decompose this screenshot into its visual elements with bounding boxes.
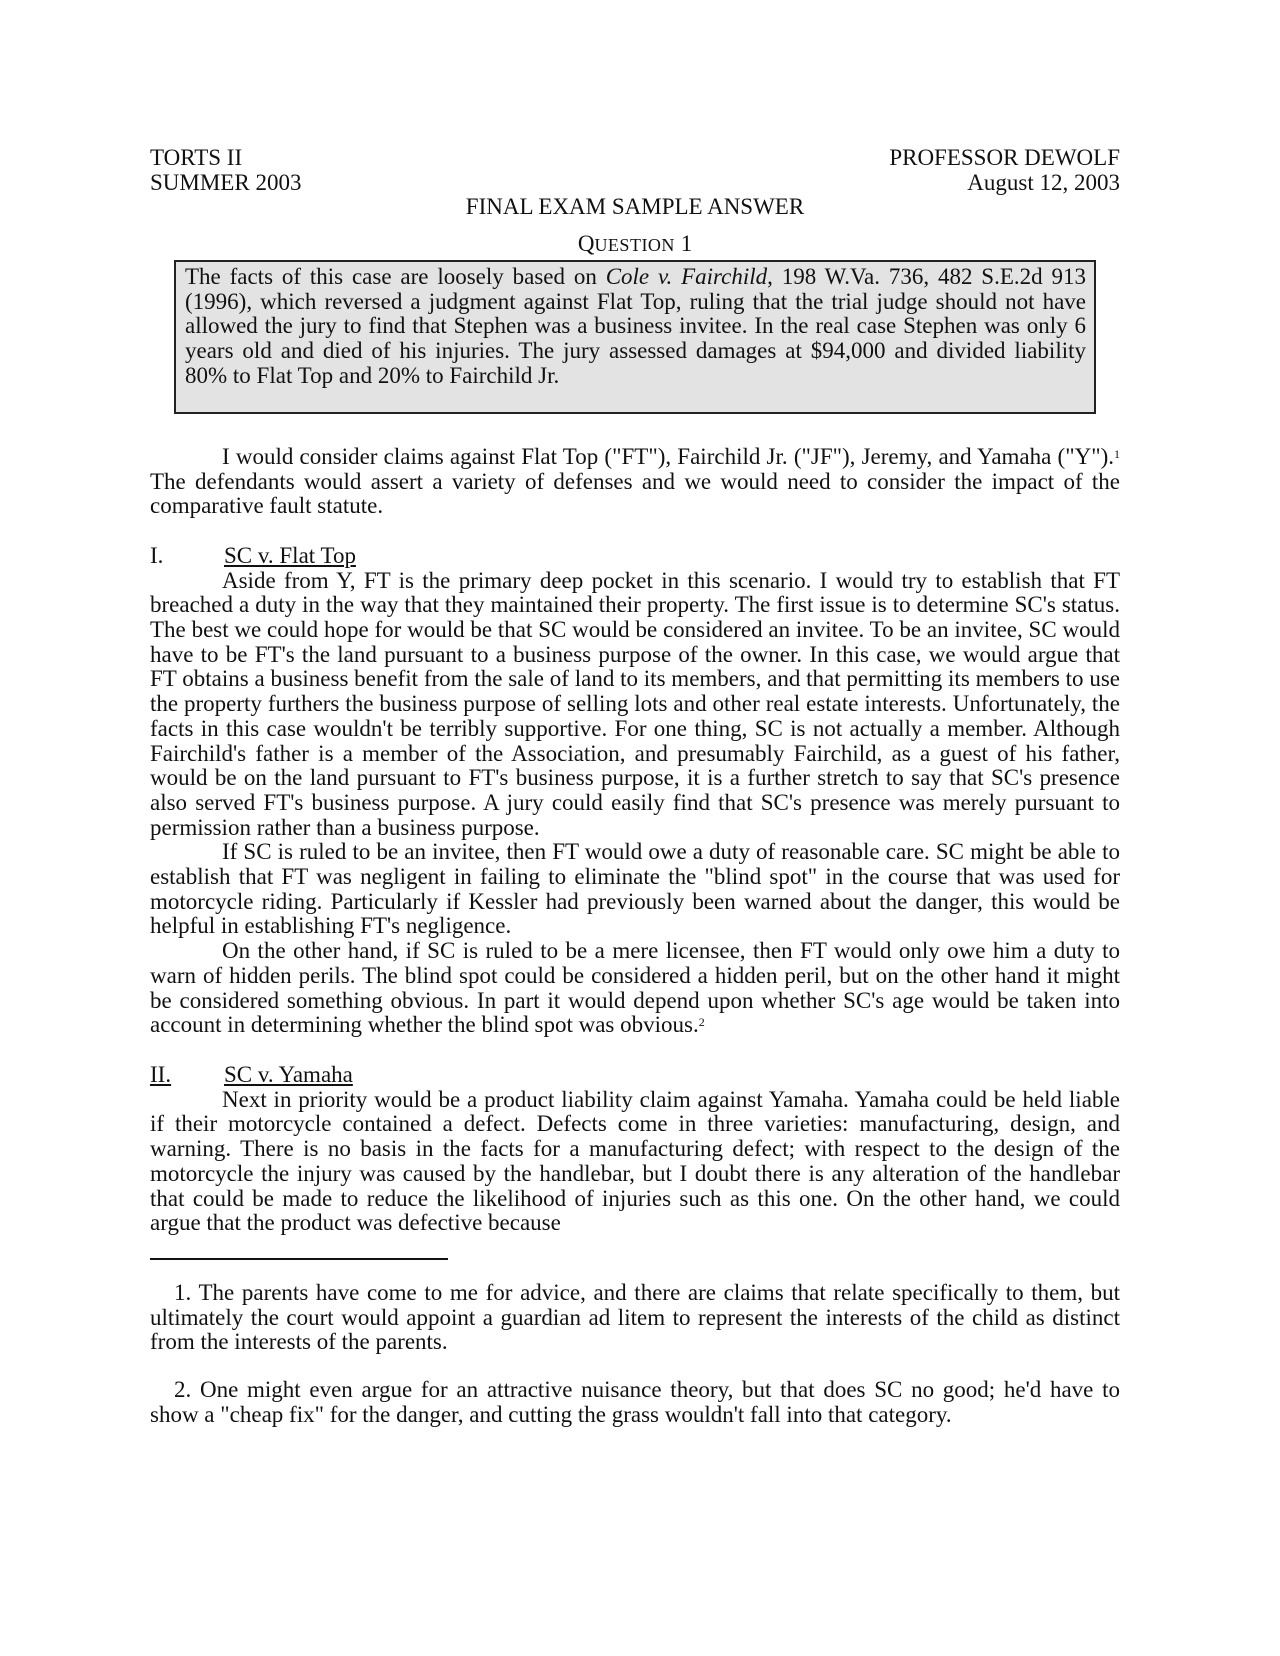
intro-paragraph	[150, 445, 1120, 519]
footnote-ref-2: 2	[698, 1015, 705, 1030]
footnote-1-number: 1.	[174, 1279, 192, 1305]
note-text-a: The facts of this case are loosely based on	[185, 263, 606, 289]
question-first-letter: Q	[577, 231, 595, 257]
professor-name: PROFESSOR DEWOLF	[889, 145, 1120, 170]
course-name: TORTS II	[150, 145, 243, 170]
footnote-2-text: One might even argue for an attractive nuisance theory, but that does SC no good; he'd have to show a "cheap fix" for the danger, and cutting the grass wouldn't fall into that category.	[150, 1377, 1120, 1427]
section1-paragraph-3-text: On the other hand, if SC is ruled to be a mere licensee, then FT would only owe him a duty to warn of hidden perils. The blind spot could be considered a hidden peril, but on the other hand it might be considered something obvious. In part it would depend upon whether SC's age would be taken into account in determining whether the blind spot was obvious.	[150, 938, 1120, 1038]
question-heading	[150, 232, 1120, 258]
footnote-divider	[150, 1258, 448, 1260]
footnote-2-number: 2.	[174, 1377, 192, 1403]
section1-paragraph-2: If SC is ruled to be an invitee, then FT would owe a duty of reasonable care. SC might be able to establish that FT was negligent in failing to eliminate the "blind spot" in the course that was used for motorcycle riding. Particularly if Kessler had previously been warned about the danger, this would be helpful in establishing FT's negligence.	[150, 839, 1120, 939]
section1-paragraph-3	[150, 939, 1120, 1038]
exam-date: August 12, 2003	[967, 169, 1120, 195]
footnote-1	[150, 1281, 1120, 1355]
section2-paragraph-1: Next in priority would be a product liability claim against Yamaha. Yamaha could be held liable if their motorcycle contained a defect. Defects come in three varieties: manufacturing, design, and warning. There is no basis in the facts for a manufacturing defect; with respect to the design of the motorcycle the injury was caused by the handlebar, but I doubt there is any alteration of the handlebar that could be made to reduce the likelihood of injuries such as this one. On the other hand, we could argue that the product was defective because	[150, 1086, 1120, 1236]
page-title: FINAL EXAM SAMPLE ANSWER	[465, 194, 805, 220]
section1-paragraph-1: Aside from Y, FT is the primary deep pocket in this scenario. I would try to establish that FT breached a duty in the way that they maintained their property. The first issue is to determine SC's status. The best we could hope for would be that SC would be considered an invitee. To be an invitee, SC would have to be FT's the land pursuant to a business purpose of the owner. In this case, we would argue that FT obtains a business benefit from the sale of land to its members, and that permitting its members to use the property furthers the business purpose of selling lots and other real estate interests. Unfortunately, the facts in this case wouldn't be terribly supportive. For one thing, SC is not actually a member. Although Fairchild's father is a member of the Association, and presumably Fairchild, as a guest of his father, would be on the land pursuant to FT's business purpose, it is a further stretch to say that SC's presence also served FT's business purpose. A jury could easily find that SC's presence was merely pursuant to permission rather than a business purpose.	[150, 567, 1120, 840]
footnote-2	[150, 1378, 1120, 1427]
question-number: 1	[680, 231, 693, 257]
footnote-ref-1: 1	[1114, 446, 1120, 461]
section-number-1: I.	[150, 542, 164, 568]
question-label: UESTION	[594, 235, 675, 256]
document-page	[150, 146, 1120, 1427]
section-number-2: II.	[150, 1061, 172, 1087]
note-case-name: Cole v. Fairchild	[605, 263, 768, 289]
section-heading-2	[150, 1063, 1120, 1088]
note-text-b: , 198 W.Va. 736, 482 S.E.2d 913 (1996), which reversed a judgment against Flat Top, ruling that the trial judge should not have allowed the jury to find that Stephen was a business invitee. In the real case Stephen was only 6 years old and died of his injuries. The jury assessed damages at $94,000 and divided liability 80% to Flat Top and 20% to Fairchild Jr.	[185, 263, 1087, 388]
header-row-2	[150, 171, 1120, 196]
header-row-1	[150, 146, 1120, 171]
intro-text-a: I would consider claims against Flat Top ("FT"), Fairchild Jr. ("JF"), Jeremy, and Yamaha ("Y").	[222, 443, 1114, 469]
section-heading-1	[150, 544, 1120, 569]
term: SUMMER 2003	[150, 169, 302, 195]
intro-text-b: The defendants would assert a variety of defenses and we would need to consider the impact of the comparative fault statute.	[150, 468, 1120, 519]
section-title-1: SC v. Flat Top	[224, 542, 356, 568]
section-title-2: SC v. Yamaha	[224, 1061, 353, 1087]
case-note-box	[174, 260, 1096, 414]
footnote-1-text: The parents have come to me for advice, and there are claims that relate specifically to them, but ultimately the court would appoint a guardian ad litem to represent the interests of the child as distinct from the interests of the parents.	[150, 1279, 1120, 1355]
